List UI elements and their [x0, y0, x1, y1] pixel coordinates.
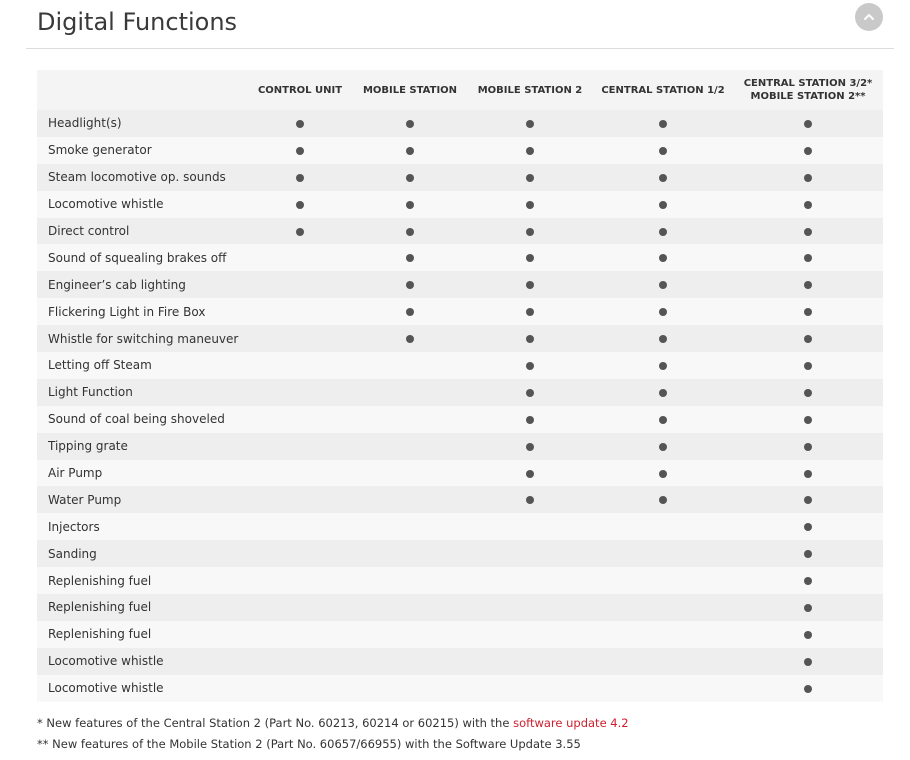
- support-cell: [247, 621, 353, 648]
- function-label: Engineer’s cab lighting: [48, 277, 186, 292]
- function-label: Replenishing fuel: [48, 600, 152, 615]
- table-row: [37, 460, 883, 487]
- support-cell: [733, 594, 883, 621]
- filled-dot-icon: [659, 228, 667, 236]
- filled-dot-icon: [406, 147, 414, 155]
- footnote-1-text: * New features of the Central Station 2 (Part No. 60213, 60214 or 60215) with the: [37, 716, 514, 730]
- filled-dot-icon: [406, 120, 414, 128]
- function-label: Locomotive whistle: [48, 197, 164, 212]
- filled-dot-icon: [526, 335, 534, 343]
- table-row: [37, 594, 883, 621]
- support-cell: [247, 433, 353, 460]
- support-cell: [733, 244, 883, 271]
- function-label: Tipping grate: [48, 439, 128, 454]
- filled-dot-icon: [804, 120, 812, 128]
- filled-dot-icon: [526, 201, 534, 209]
- support-cell: [733, 540, 883, 567]
- function-label: Injectors: [48, 519, 100, 534]
- function-label: Sound of coal being shoveled: [48, 412, 225, 427]
- column-header-function: [37, 70, 247, 110]
- column-header-control-unit: CONTROL UNIT: [257, 84, 343, 96]
- table-row: [37, 164, 883, 191]
- filled-dot-icon: [526, 389, 534, 397]
- filled-dot-icon: [659, 362, 667, 370]
- support-cell: [733, 298, 883, 325]
- collapse-button[interactable]: [855, 3, 883, 31]
- support-cell: [467, 567, 593, 594]
- support-cell: [353, 621, 467, 648]
- function-label: Replenishing fuel: [48, 627, 152, 642]
- filled-dot-icon: [804, 496, 812, 504]
- table-row: [37, 325, 883, 352]
- filled-dot-icon: [296, 228, 304, 236]
- function-label: Flickering Light in Fire Box: [48, 304, 206, 319]
- function-label: Locomotive whistle: [48, 681, 164, 696]
- support-cell: [353, 298, 467, 325]
- table-row: [37, 379, 883, 406]
- filled-dot-icon: [526, 174, 534, 182]
- support-cell: [353, 486, 467, 513]
- support-cell: [733, 621, 883, 648]
- column-header-mobile-station: MOBILE STATION: [362, 84, 458, 96]
- filled-dot-icon: [526, 416, 534, 424]
- table-row: [37, 352, 883, 379]
- section-header: [26, 0, 894, 49]
- filled-dot-icon: [526, 470, 534, 478]
- filled-dot-icon: [804, 362, 812, 370]
- support-cell: [593, 110, 733, 137]
- filled-dot-icon: [406, 308, 414, 316]
- function-label: Direct control: [48, 224, 130, 238]
- support-cell: [593, 648, 733, 675]
- support-cell: [247, 406, 353, 433]
- support-cell: [353, 675, 467, 702]
- table-row: [37, 567, 883, 594]
- support-cell: [593, 298, 733, 325]
- filled-dot-icon: [659, 201, 667, 209]
- support-cell: [353, 648, 467, 675]
- software-update-link[interactable]: software update 4.2: [513, 716, 629, 730]
- support-cell: [733, 513, 883, 540]
- support-cell: [467, 621, 593, 648]
- support-cell: [733, 406, 883, 433]
- table-body: [37, 110, 883, 702]
- table-row: [37, 433, 883, 460]
- filled-dot-icon: [406, 174, 414, 182]
- support-cell: [467, 540, 593, 567]
- filled-dot-icon: [659, 254, 667, 262]
- support-cell: [467, 298, 593, 325]
- support-cell: [353, 567, 467, 594]
- support-cell: [247, 460, 353, 487]
- table-row: [37, 110, 883, 137]
- support-cell: [593, 137, 733, 164]
- function-label: Sound of squealing brakes off: [48, 250, 227, 265]
- support-cell: [467, 594, 593, 621]
- filled-dot-icon: [804, 443, 812, 451]
- filled-dot-icon: [296, 120, 304, 128]
- filled-dot-icon: [804, 389, 812, 397]
- function-label: Smoke generator: [48, 143, 152, 158]
- support-cell: [247, 164, 353, 191]
- table-row: [37, 271, 883, 298]
- support-cell: [467, 648, 593, 675]
- support-cell: [593, 433, 733, 460]
- filled-dot-icon: [526, 281, 534, 289]
- support-cell: [593, 325, 733, 352]
- support-cell: [593, 675, 733, 702]
- function-label: Steam locomotive op. sounds: [48, 170, 226, 185]
- filled-dot-icon: [296, 201, 304, 209]
- function-label: Replenishing fuel: [48, 573, 152, 588]
- support-cell: [353, 244, 467, 271]
- filled-dot-icon: [659, 174, 667, 182]
- support-cell: [593, 513, 733, 540]
- support-cell: [467, 486, 593, 513]
- filled-dot-icon: [659, 308, 667, 316]
- filled-dot-icon: [526, 228, 534, 236]
- support-cell: [467, 352, 593, 379]
- support-cell: [247, 379, 353, 406]
- support-cell: [467, 379, 593, 406]
- function-label: Sanding: [48, 546, 97, 561]
- support-cell: [247, 594, 353, 621]
- filled-dot-icon: [526, 362, 534, 370]
- support-cell: [353, 594, 467, 621]
- support-cell: [593, 352, 733, 379]
- support-cell: [247, 271, 353, 298]
- support-cell: [353, 513, 467, 540]
- support-cell: [593, 406, 733, 433]
- table-row: [37, 648, 883, 675]
- filled-dot-icon: [804, 658, 812, 666]
- table-row: [37, 675, 883, 702]
- footnotes: [37, 716, 629, 758]
- filled-dot-icon: [526, 120, 534, 128]
- support-cell: [467, 137, 593, 164]
- support-cell: [733, 325, 883, 352]
- support-cell: [467, 325, 593, 352]
- support-cell: [353, 352, 467, 379]
- support-cell: [353, 406, 467, 433]
- filled-dot-icon: [804, 228, 812, 236]
- filled-dot-icon: [526, 147, 534, 155]
- table-row: [37, 298, 883, 325]
- support-cell: [247, 540, 353, 567]
- filled-dot-icon: [526, 254, 534, 262]
- support-cell: [733, 164, 883, 191]
- support-cell: [353, 433, 467, 460]
- support-cell: [733, 675, 883, 702]
- support-cell: [593, 271, 733, 298]
- support-cell: [733, 110, 883, 137]
- support-cell: [467, 218, 593, 245]
- support-cell: [247, 137, 353, 164]
- support-cell: [467, 675, 593, 702]
- support-cell: [247, 325, 353, 352]
- function-label: Air Pump: [48, 466, 103, 481]
- support-cell: [733, 648, 883, 675]
- support-cell: [467, 244, 593, 271]
- table-row: [37, 486, 883, 513]
- filled-dot-icon: [659, 443, 667, 451]
- filled-dot-icon: [406, 228, 414, 236]
- filled-dot-icon: [659, 147, 667, 155]
- support-cell: [467, 433, 593, 460]
- support-cell: [733, 191, 883, 218]
- support-cell: [467, 191, 593, 218]
- filled-dot-icon: [659, 281, 667, 289]
- table-row: [37, 540, 883, 567]
- filled-dot-icon: [406, 254, 414, 262]
- support-cell: [353, 218, 467, 245]
- functions-table: [37, 70, 883, 702]
- support-cell: [353, 191, 467, 218]
- support-cell: [247, 110, 353, 137]
- filled-dot-icon: [296, 147, 304, 155]
- function-label: Light Function: [48, 385, 133, 400]
- footnote-1: [37, 716, 629, 731]
- support-cell: [247, 486, 353, 513]
- function-label: Locomotive whistle: [48, 654, 164, 669]
- filled-dot-icon: [659, 120, 667, 128]
- support-cell: [247, 648, 353, 675]
- support-cell: [593, 594, 733, 621]
- support-cell: [733, 379, 883, 406]
- footnote-2: ** New features of the Mobile Station 2 (Part No. 60657/66955) with the Software Update 3.55: [37, 737, 581, 751]
- function-label: Letting off Steam: [48, 358, 152, 373]
- support-cell: [353, 271, 467, 298]
- table-header-row: [37, 70, 883, 110]
- filled-dot-icon: [804, 523, 812, 531]
- support-cell: [593, 164, 733, 191]
- column-header-mobile-station-2: MOBILE STATION 2: [477, 84, 583, 96]
- filled-dot-icon: [804, 631, 812, 639]
- filled-dot-icon: [804, 685, 812, 693]
- support-cell: [467, 513, 593, 540]
- chevron-up-icon: [862, 10, 876, 24]
- support-cell: [593, 567, 733, 594]
- table-row: [37, 406, 883, 433]
- filled-dot-icon: [804, 254, 812, 262]
- table-row: [37, 621, 883, 648]
- function-label: Whistle for switching maneuver: [48, 331, 239, 346]
- column-header-central-station-1-2: CENTRAL STATION 1/2: [601, 84, 725, 96]
- filled-dot-icon: [804, 174, 812, 182]
- filled-dot-icon: [659, 389, 667, 397]
- support-cell: [247, 191, 353, 218]
- filled-dot-icon: [804, 604, 812, 612]
- support-cell: [467, 271, 593, 298]
- support-cell: [593, 244, 733, 271]
- function-label: Headlight(s): [48, 116, 122, 131]
- support-cell: [353, 110, 467, 137]
- support-cell: [247, 218, 353, 245]
- support-cell: [353, 460, 467, 487]
- filled-dot-icon: [804, 147, 812, 155]
- support-cell: [593, 486, 733, 513]
- support-cell: [733, 137, 883, 164]
- support-cell: [593, 379, 733, 406]
- filled-dot-icon: [526, 443, 534, 451]
- support-cell: [733, 352, 883, 379]
- filled-dot-icon: [659, 416, 667, 424]
- support-cell: [353, 164, 467, 191]
- support-cell: [353, 540, 467, 567]
- filled-dot-icon: [804, 470, 812, 478]
- table-row: [37, 191, 883, 218]
- support-cell: [467, 460, 593, 487]
- functions-table-container: [37, 70, 883, 702]
- filled-dot-icon: [526, 496, 534, 504]
- support-cell: [353, 325, 467, 352]
- support-cell: [247, 244, 353, 271]
- filled-dot-icon: [804, 281, 812, 289]
- filled-dot-icon: [804, 335, 812, 343]
- filled-dot-icon: [804, 201, 812, 209]
- filled-dot-icon: [406, 335, 414, 343]
- filled-dot-icon: [296, 174, 304, 182]
- page-title: Digital Functions: [37, 8, 238, 36]
- table-row: [37, 137, 883, 164]
- support-cell: [593, 540, 733, 567]
- support-cell: [593, 191, 733, 218]
- table-row: [37, 244, 883, 271]
- support-cell: [733, 567, 883, 594]
- filled-dot-icon: [804, 416, 812, 424]
- support-cell: [733, 486, 883, 513]
- support-cell: [733, 218, 883, 245]
- support-cell: [247, 513, 353, 540]
- filled-dot-icon: [659, 335, 667, 343]
- filled-dot-icon: [804, 550, 812, 558]
- support-cell: [593, 621, 733, 648]
- support-cell: [467, 406, 593, 433]
- support-cell: [353, 379, 467, 406]
- filled-dot-icon: [659, 470, 667, 478]
- support-cell: [467, 164, 593, 191]
- support-cell: [247, 675, 353, 702]
- support-cell: [247, 298, 353, 325]
- table-row: [37, 218, 883, 245]
- filled-dot-icon: [526, 308, 534, 316]
- support-cell: [247, 567, 353, 594]
- support-cell: [733, 460, 883, 487]
- function-label: Water Pump: [48, 492, 122, 507]
- filled-dot-icon: [659, 496, 667, 504]
- support-cell: [247, 352, 353, 379]
- table-row: [37, 513, 883, 540]
- support-cell: [593, 460, 733, 487]
- filled-dot-icon: [804, 308, 812, 316]
- column-header-central-station-3-2: CENTRAL STATION 3/2* MOBILE STATION 2**: [743, 78, 873, 102]
- support-cell: [733, 433, 883, 460]
- support-cell: [593, 218, 733, 245]
- filled-dot-icon: [406, 201, 414, 209]
- support-cell: [733, 271, 883, 298]
- support-cell: [353, 137, 467, 164]
- filled-dot-icon: [804, 577, 812, 585]
- support-cell: [467, 110, 593, 137]
- filled-dot-icon: [406, 281, 414, 289]
